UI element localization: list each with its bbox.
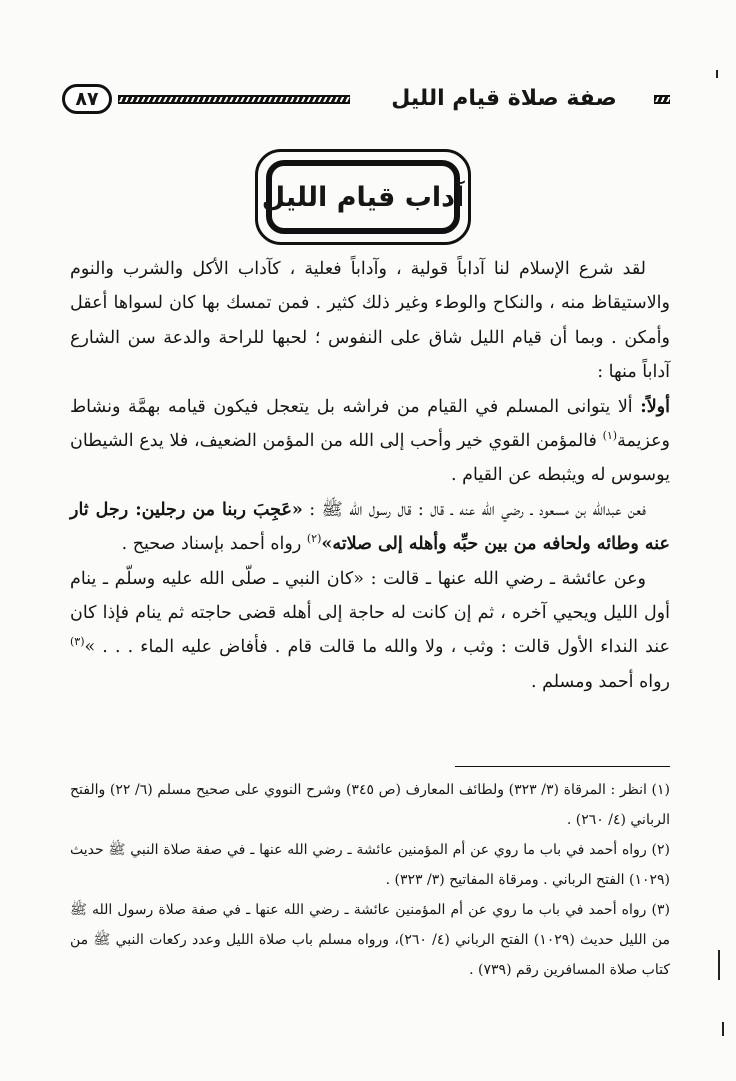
footnote-ref: (٣) xyxy=(70,635,85,649)
header-ornament-rule xyxy=(118,95,350,104)
header-ornament-end xyxy=(654,95,670,104)
paragraph-text-continued: فالمؤمن القوي خير وأحب إلى الله من المؤمن الضعيف، فلا يدع الشيطان يوسوس له ويثبطه عن القيام . xyxy=(70,431,670,486)
body-text xyxy=(70,252,670,699)
paragraph-text: ألا يتوانى المسلم في القيام من فراشه بل يتعجل فيكون قيامه بهمَّة ونشاط وعزيمة xyxy=(70,396,670,452)
page-number: ٨٧ xyxy=(62,84,112,114)
paragraph-lead: أولاً: xyxy=(640,396,670,417)
paragraph-first-rule xyxy=(70,390,670,493)
running-title: صفة صلاة قيام الليل xyxy=(391,86,617,111)
scan-mark xyxy=(718,950,720,980)
page-header xyxy=(62,84,670,118)
paragraph-hadith-ibn-masud xyxy=(70,493,670,562)
paragraph-text: فعن عبدالله بن مسعود ـ رضي الله عنه ـ قال : قال رسول الله ﷺ : xyxy=(302,499,646,520)
scan-mark xyxy=(722,1022,724,1036)
section-title-inner-frame xyxy=(261,160,465,234)
footnote-divider xyxy=(455,766,670,767)
paragraph-text-continued: رواه أحمد بإسناد صحيح . xyxy=(121,534,307,555)
section-title: آداب قيام الليل xyxy=(261,181,465,213)
section-title-frame xyxy=(255,149,471,245)
footnote-1: (١) انظر : المرقاة (٣/ ٣٢٣) ولطائف المعارف (ص ٣٤٥) وشرح النووي على صحيح مسلم (٦/ ٢٢) والفتح الرباني (٤/ ٢٦٠) . xyxy=(70,782,670,828)
paragraph-intro xyxy=(70,252,670,390)
hadith-quote: «عَجِبَ ربنا من رجلين: رجل ثار عنه وطائه ولحافه من بين حبِّه وأهله إلى صلاته» xyxy=(70,499,670,555)
paragraph-text: وعن عائشة ـ رضي الله عنها ـ قالت : «كان النبي ـ صلّى الله عليه وسلّم ـ ينام أول الليل ويحيي آخره ، ثم إن كانت له حاجة إلى أهله قضى حاجته ثم ينام فإذا كان عند النداء الأول قالت : وثب ، ولا والله ما قالت قام . فأفاض عليه الماء . . . » xyxy=(70,568,670,658)
paragraph-text-continued: رواه أحمد ومسلم . xyxy=(530,671,670,692)
footnotes xyxy=(70,775,670,985)
paragraph-hadith-aisha xyxy=(70,562,670,700)
paragraph-text: لقد شرع الإسلام لنا آداباً قولية ، وآداباً فعلية ، كآداب الأكل والشرب والنوم والاستيقاظ منه ، والنكاح والوطء وغير ذلك كثير . فمن تمسك بها كان لسواها أعقل وأمكن . وبما أن قيام الليل شاق على النفوس ؛ لحبها للراحة والدعة سن الشارع آداباً منها : xyxy=(70,259,670,383)
footnote-ref: (٢) xyxy=(306,532,322,546)
footnote-3: (٣) رواه أحمد في باب ما روي عن أم المؤمنين عائشة ـ رضي الله عنها ـ في صفة صلاة رسول الله ﷺ من الليل حديث (١٠٢٩) الفتح الرباني (٤/ ٢٦٠)، ورواه مسلم باب صلاة الليل وعدد ركعات النبي ﷺ من كتاب صلاة المسافرين رقم (٧٣٩) . xyxy=(70,902,670,978)
scan-mark xyxy=(716,70,718,78)
footnote-ref: (١) xyxy=(602,429,618,443)
footnote-2: (٢) رواه أحمد في باب ما روي عن أم المؤمنين عائشة ـ رضي الله عنها ـ في صفة صلاة النبي ﷺ حديث (١٠٢٩) الفتح الرباني . ومرقاة المفاتيح (٣/ ٣٢٣) . xyxy=(70,842,670,888)
